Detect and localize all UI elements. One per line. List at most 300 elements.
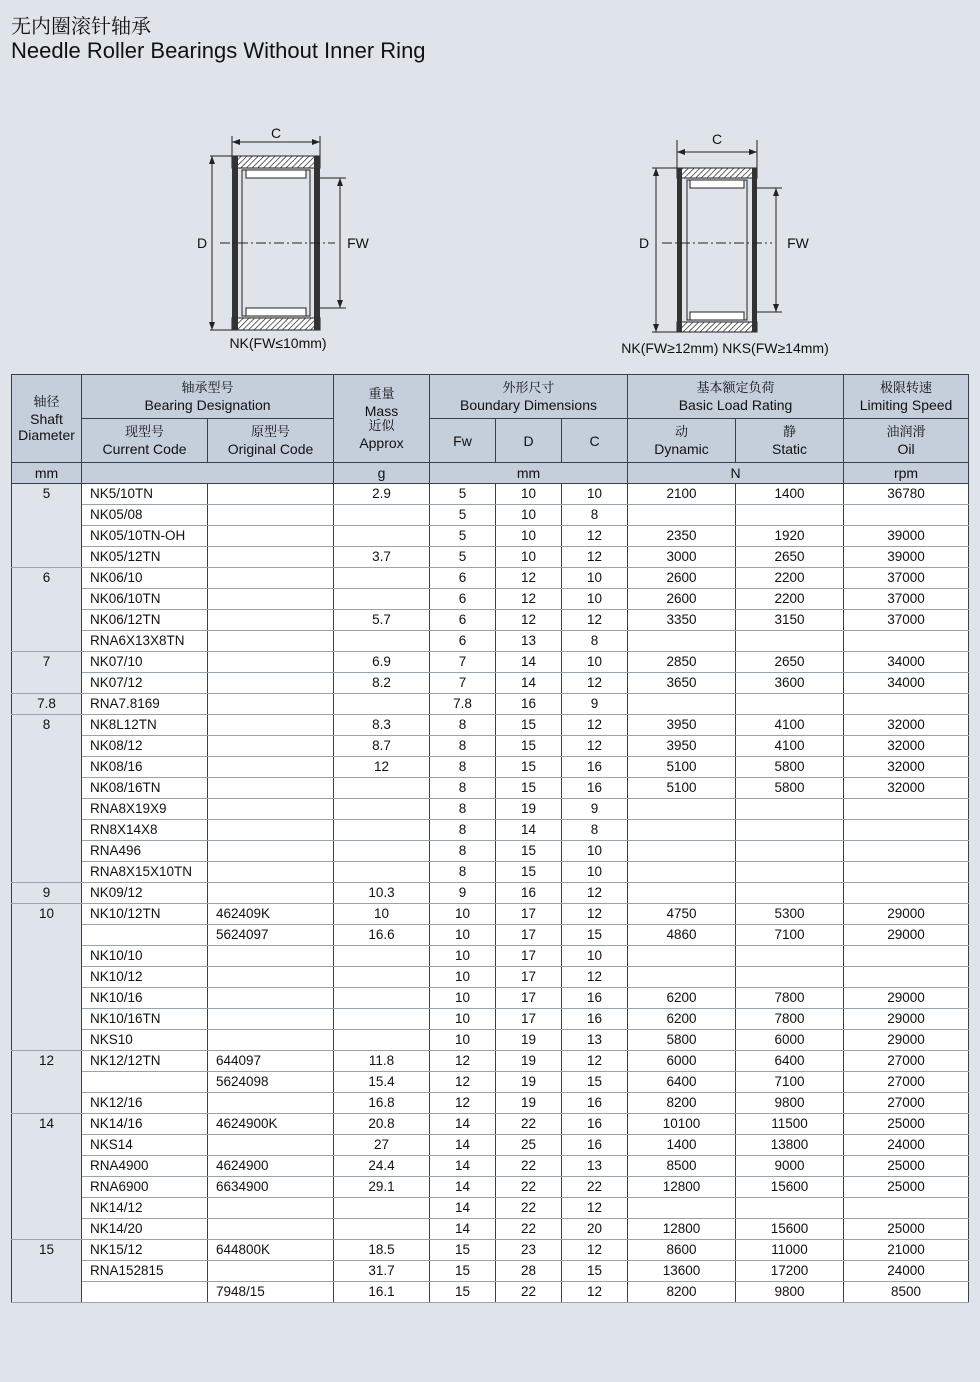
table-row bbox=[12, 1114, 969, 1135]
fw-cell: 10 bbox=[430, 988, 496, 1009]
current-code-cell: NK06/10TN bbox=[82, 589, 208, 610]
original-code-cell bbox=[208, 610, 334, 631]
unit-load: N bbox=[628, 463, 844, 484]
header-d: D bbox=[496, 419, 562, 463]
d-cell: 22 bbox=[496, 1198, 562, 1219]
table-row bbox=[12, 547, 969, 568]
page-title-en: Needle Roller Bearings Without Inner Ring bbox=[11, 38, 426, 63]
dynamic-load-cell bbox=[628, 967, 736, 988]
page-title-cn: 无内圈滚针轴承 bbox=[11, 14, 151, 38]
fw-cell: 15 bbox=[430, 1240, 496, 1261]
current-code-cell: NK06/12TN bbox=[82, 610, 208, 631]
speed-cell bbox=[844, 862, 969, 883]
header-load: 基本额定负荷 Basic Load Rating bbox=[628, 375, 844, 419]
dynamic-load-cell: 2850 bbox=[628, 652, 736, 673]
shaft-diameter-cell: 14 bbox=[12, 1114, 82, 1240]
current-code-cell: NK14/16 bbox=[82, 1114, 208, 1135]
c-cell: 10 bbox=[562, 841, 628, 862]
fw-cell: 14 bbox=[430, 1156, 496, 1177]
table-row bbox=[12, 862, 969, 883]
fw-label: FW bbox=[347, 235, 369, 251]
original-code-cell: 7948/15 bbox=[208, 1282, 334, 1303]
original-code-cell: 4624900K bbox=[208, 1114, 334, 1135]
fw-cell: 7 bbox=[430, 673, 496, 694]
d-cell: 16 bbox=[496, 694, 562, 715]
static-load-cell: 7800 bbox=[736, 1009, 844, 1030]
mass-cell: 6.9 bbox=[334, 652, 430, 673]
table-row bbox=[12, 568, 969, 589]
d-cell: 15 bbox=[496, 778, 562, 799]
speed-cell bbox=[844, 820, 969, 841]
fw-cell: 8 bbox=[430, 820, 496, 841]
original-code-cell bbox=[208, 1219, 334, 1240]
original-code-cell bbox=[208, 841, 334, 862]
header-boundary: 外形尺寸 Boundary Dimensions bbox=[430, 375, 628, 419]
d-cell: 15 bbox=[496, 862, 562, 883]
d-cell: 22 bbox=[496, 1114, 562, 1135]
original-code-cell bbox=[208, 820, 334, 841]
d-cell: 16 bbox=[496, 883, 562, 904]
fw-cell: 14 bbox=[430, 1198, 496, 1219]
speed-cell: 24000 bbox=[844, 1135, 969, 1156]
d-cell: 14 bbox=[496, 673, 562, 694]
speed-cell: 32000 bbox=[844, 778, 969, 799]
dynamic-load-cell bbox=[628, 631, 736, 652]
table-row bbox=[12, 1072, 969, 1093]
fw-cell: 12 bbox=[430, 1093, 496, 1114]
mass-cell: 12 bbox=[334, 757, 430, 778]
fw-cell: 7 bbox=[430, 652, 496, 673]
speed-cell bbox=[844, 799, 969, 820]
table-row bbox=[12, 778, 969, 799]
header-fw: Fw bbox=[430, 419, 496, 463]
table-row bbox=[12, 1093, 969, 1114]
original-code-cell bbox=[208, 967, 334, 988]
original-code-cell bbox=[208, 1135, 334, 1156]
dynamic-load-cell: 3950 bbox=[628, 715, 736, 736]
c-cell: 16 bbox=[562, 988, 628, 1009]
speed-cell: 32000 bbox=[844, 757, 969, 778]
table-row bbox=[12, 1219, 969, 1240]
c-label: C bbox=[270, 125, 282, 141]
d-cell: 22 bbox=[496, 1156, 562, 1177]
unit-dimensions: mm bbox=[430, 463, 628, 484]
table-row bbox=[12, 484, 969, 505]
table-row bbox=[12, 610, 969, 631]
speed-cell: 37000 bbox=[844, 568, 969, 589]
speed-cell bbox=[844, 883, 969, 904]
header-designation: 轴承型号 Bearing Designation bbox=[82, 375, 334, 419]
d-cell: 15 bbox=[496, 715, 562, 736]
dynamic-load-cell: 8200 bbox=[628, 1093, 736, 1114]
mass-cell: 10.3 bbox=[334, 883, 430, 904]
c-cell: 12 bbox=[562, 904, 628, 925]
dynamic-load-cell bbox=[628, 505, 736, 526]
c-cell: 12 bbox=[562, 610, 628, 631]
original-code-cell bbox=[208, 1093, 334, 1114]
current-code-cell: NK15/12 bbox=[82, 1240, 208, 1261]
original-code-cell bbox=[208, 694, 334, 715]
d-cell: 10 bbox=[496, 484, 562, 505]
dynamic-load-cell bbox=[628, 1198, 736, 1219]
table-row bbox=[12, 631, 969, 652]
shaft-diameter-cell: 5 bbox=[12, 484, 82, 568]
current-code-cell: NK5/10TN bbox=[82, 484, 208, 505]
c-cell: 10 bbox=[562, 946, 628, 967]
original-code-cell bbox=[208, 568, 334, 589]
speed-cell: 25000 bbox=[844, 1156, 969, 1177]
mass-cell: 2.9 bbox=[334, 484, 430, 505]
mass-cell bbox=[334, 778, 430, 799]
dynamic-load-cell bbox=[628, 862, 736, 883]
original-code-cell bbox=[208, 547, 334, 568]
drawing-caption: NK(FW≤10mm) bbox=[229, 335, 327, 351]
mass-cell bbox=[334, 526, 430, 547]
static-load-cell: 3600 bbox=[736, 673, 844, 694]
static-load-cell bbox=[736, 946, 844, 967]
d-cell: 10 bbox=[496, 526, 562, 547]
fw-cell: 9 bbox=[430, 883, 496, 904]
static-load-cell: 15600 bbox=[736, 1219, 844, 1240]
dynamic-load-cell: 8500 bbox=[628, 1156, 736, 1177]
d-cell: 17 bbox=[496, 925, 562, 946]
fw-cell: 5 bbox=[430, 526, 496, 547]
header-mass: 重量 Mass 近似 Approx bbox=[334, 375, 430, 463]
table-body bbox=[12, 484, 969, 1303]
speed-cell: 27000 bbox=[844, 1051, 969, 1072]
c-cell: 8 bbox=[562, 505, 628, 526]
c-cell: 15 bbox=[562, 1261, 628, 1282]
dynamic-load-cell: 1400 bbox=[628, 1135, 736, 1156]
c-cell: 12 bbox=[562, 967, 628, 988]
c-cell: 8 bbox=[562, 820, 628, 841]
static-load-cell: 13800 bbox=[736, 1135, 844, 1156]
static-load-cell: 3150 bbox=[736, 610, 844, 631]
current-code-cell: NK12/16 bbox=[82, 1093, 208, 1114]
static-load-cell bbox=[736, 505, 844, 526]
dynamic-load-cell: 2100 bbox=[628, 484, 736, 505]
current-code-cell: NK14/20 bbox=[82, 1219, 208, 1240]
speed-cell: 29000 bbox=[844, 904, 969, 925]
shaft-diameter-cell: 6 bbox=[12, 568, 82, 652]
dynamic-load-cell: 3000 bbox=[628, 547, 736, 568]
speed-cell: 37000 bbox=[844, 589, 969, 610]
speed-cell: 24000 bbox=[844, 1261, 969, 1282]
c-cell: 12 bbox=[562, 673, 628, 694]
speed-cell: 39000 bbox=[844, 547, 969, 568]
d-cell: 19 bbox=[496, 1072, 562, 1093]
original-code-cell bbox=[208, 862, 334, 883]
mass-cell bbox=[334, 988, 430, 1009]
d-cell: 22 bbox=[496, 1219, 562, 1240]
table-row bbox=[12, 673, 969, 694]
c-cell: 22 bbox=[562, 1177, 628, 1198]
bearing-spec-table bbox=[11, 374, 969, 1303]
mass-cell: 15.4 bbox=[334, 1072, 430, 1093]
speed-cell: 37000 bbox=[844, 610, 969, 631]
original-code-cell bbox=[208, 715, 334, 736]
speed-cell: 36780 bbox=[844, 484, 969, 505]
mass-cell bbox=[334, 946, 430, 967]
dynamic-load-cell: 12800 bbox=[628, 1219, 736, 1240]
original-code-cell: 4624900 bbox=[208, 1156, 334, 1177]
fw-cell: 5 bbox=[430, 547, 496, 568]
fw-cell: 6 bbox=[430, 610, 496, 631]
fw-cell: 14 bbox=[430, 1177, 496, 1198]
c-cell: 12 bbox=[562, 715, 628, 736]
speed-cell bbox=[844, 1198, 969, 1219]
c-cell: 9 bbox=[562, 694, 628, 715]
d-label: D bbox=[196, 235, 208, 251]
mass-cell: 8.3 bbox=[334, 715, 430, 736]
table-row bbox=[12, 1198, 969, 1219]
speed-cell: 8500 bbox=[844, 1282, 969, 1303]
shaft-diameter-cell: 7 bbox=[12, 652, 82, 694]
static-load-cell: 5800 bbox=[736, 757, 844, 778]
speed-cell: 27000 bbox=[844, 1072, 969, 1093]
table-row bbox=[12, 1030, 969, 1051]
dynamic-load-cell: 6400 bbox=[628, 1072, 736, 1093]
mass-cell: 16.8 bbox=[334, 1093, 430, 1114]
static-load-cell: 6400 bbox=[736, 1051, 844, 1072]
unit-designation bbox=[82, 463, 334, 484]
current-code-cell: NK10/10 bbox=[82, 946, 208, 967]
static-load-cell: 15600 bbox=[736, 1177, 844, 1198]
table-row bbox=[12, 757, 969, 778]
table-row bbox=[12, 589, 969, 610]
static-load-cell bbox=[736, 967, 844, 988]
header-current: 现型号 Current Code bbox=[82, 419, 208, 463]
table-row bbox=[12, 904, 969, 925]
mass-cell: 24.4 bbox=[334, 1156, 430, 1177]
table-row bbox=[12, 841, 969, 862]
d-cell: 14 bbox=[496, 820, 562, 841]
current-code-cell: NK08/16 bbox=[82, 757, 208, 778]
current-code-cell: RNA4900 bbox=[82, 1156, 208, 1177]
current-code-cell: NK05/08 bbox=[82, 505, 208, 526]
static-load-cell: 9800 bbox=[736, 1093, 844, 1114]
current-code-cell bbox=[82, 1282, 208, 1303]
fw-cell: 10 bbox=[430, 1030, 496, 1051]
static-load-cell: 2650 bbox=[736, 652, 844, 673]
c-cell: 15 bbox=[562, 925, 628, 946]
header-dynamic: 动 Dynamic bbox=[628, 419, 736, 463]
mass-cell: 3.7 bbox=[334, 547, 430, 568]
static-load-cell: 4100 bbox=[736, 736, 844, 757]
current-code-cell: NK12/12TN bbox=[82, 1051, 208, 1072]
speed-cell: 29000 bbox=[844, 1030, 969, 1051]
static-load-cell bbox=[736, 631, 844, 652]
static-load-cell: 2200 bbox=[736, 589, 844, 610]
original-code-cell bbox=[208, 736, 334, 757]
c-cell: 10 bbox=[562, 862, 628, 883]
c-cell: 13 bbox=[562, 1030, 628, 1051]
speed-cell: 25000 bbox=[844, 1114, 969, 1135]
current-code-cell: NK07/12 bbox=[82, 673, 208, 694]
static-load-cell bbox=[736, 1198, 844, 1219]
d-cell: 23 bbox=[496, 1240, 562, 1261]
current-code-cell: NK09/12 bbox=[82, 883, 208, 904]
d-cell: 19 bbox=[496, 1051, 562, 1072]
static-load-cell: 5300 bbox=[736, 904, 844, 925]
original-code-cell bbox=[208, 988, 334, 1009]
c-cell: 10 bbox=[562, 568, 628, 589]
fw-cell: 8 bbox=[430, 736, 496, 757]
c-cell: 16 bbox=[562, 1114, 628, 1135]
mass-cell bbox=[334, 967, 430, 988]
d-cell: 15 bbox=[496, 757, 562, 778]
shaft-diameter-cell: 12 bbox=[12, 1051, 82, 1114]
current-code-cell: NK05/12TN bbox=[82, 547, 208, 568]
d-cell: 22 bbox=[496, 1177, 562, 1198]
speed-cell bbox=[844, 505, 969, 526]
current-code-cell: NKS10 bbox=[82, 1030, 208, 1051]
c-cell: 12 bbox=[562, 526, 628, 547]
dynamic-load-cell: 2350 bbox=[628, 526, 736, 547]
static-load-cell: 17200 bbox=[736, 1261, 844, 1282]
static-load-cell: 6000 bbox=[736, 1030, 844, 1051]
original-code-cell bbox=[208, 505, 334, 526]
table-row bbox=[12, 1282, 969, 1303]
current-code-cell: NK06/10 bbox=[82, 568, 208, 589]
mass-cell bbox=[334, 841, 430, 862]
d-label: D bbox=[638, 235, 650, 251]
fw-cell: 5 bbox=[430, 505, 496, 526]
dynamic-load-cell bbox=[628, 694, 736, 715]
static-load-cell: 11000 bbox=[736, 1240, 844, 1261]
speed-cell: 32000 bbox=[844, 715, 969, 736]
current-code-cell: NK08/12 bbox=[82, 736, 208, 757]
speed-cell: 32000 bbox=[844, 736, 969, 757]
dynamic-load-cell: 3950 bbox=[628, 736, 736, 757]
mass-cell: 16.1 bbox=[334, 1282, 430, 1303]
static-load-cell: 1400 bbox=[736, 484, 844, 505]
original-code-cell bbox=[208, 799, 334, 820]
current-code-cell: NK10/12TN bbox=[82, 904, 208, 925]
shaft-diameter-cell: 7.8 bbox=[12, 694, 82, 715]
dynamic-load-cell: 2600 bbox=[628, 589, 736, 610]
c-cell: 16 bbox=[562, 1009, 628, 1030]
fw-label: FW bbox=[787, 235, 809, 251]
speed-cell bbox=[844, 841, 969, 862]
speed-cell: 27000 bbox=[844, 1093, 969, 1114]
mass-cell bbox=[334, 1198, 430, 1219]
d-cell: 10 bbox=[496, 505, 562, 526]
original-code-cell: 644800K bbox=[208, 1240, 334, 1261]
original-code-cell: 644097 bbox=[208, 1051, 334, 1072]
dynamic-load-cell: 6200 bbox=[628, 988, 736, 1009]
original-code-cell: 462409K bbox=[208, 904, 334, 925]
d-cell: 19 bbox=[496, 1030, 562, 1051]
d-cell: 12 bbox=[496, 589, 562, 610]
mass-cell bbox=[334, 589, 430, 610]
fw-cell: 8 bbox=[430, 862, 496, 883]
header-static: 静 Static bbox=[736, 419, 844, 463]
dynamic-load-cell: 12800 bbox=[628, 1177, 736, 1198]
original-code-cell bbox=[208, 1261, 334, 1282]
static-load-cell bbox=[736, 862, 844, 883]
c-cell: 12 bbox=[562, 736, 628, 757]
d-cell: 14 bbox=[496, 652, 562, 673]
table-row bbox=[12, 715, 969, 736]
c-cell: 12 bbox=[562, 1240, 628, 1261]
original-code-cell: 5624098 bbox=[208, 1072, 334, 1093]
unit-shaft: mm bbox=[12, 463, 82, 484]
static-load-cell: 11500 bbox=[736, 1114, 844, 1135]
d-cell: 15 bbox=[496, 736, 562, 757]
table-row bbox=[12, 925, 969, 946]
dynamic-load-cell: 4860 bbox=[628, 925, 736, 946]
mass-cell: 16.6 bbox=[334, 925, 430, 946]
mass-cell bbox=[334, 820, 430, 841]
d-cell: 13 bbox=[496, 631, 562, 652]
c-cell: 12 bbox=[562, 883, 628, 904]
c-cell: 16 bbox=[562, 757, 628, 778]
fw-cell: 8 bbox=[430, 799, 496, 820]
mass-cell: 31.7 bbox=[334, 1261, 430, 1282]
mass-cell: 8.7 bbox=[334, 736, 430, 757]
fw-cell: 14 bbox=[430, 1135, 496, 1156]
fw-cell: 10 bbox=[430, 1009, 496, 1030]
static-load-cell bbox=[736, 820, 844, 841]
original-code-cell bbox=[208, 946, 334, 967]
c-cell: 9 bbox=[562, 799, 628, 820]
fw-cell: 6 bbox=[430, 631, 496, 652]
speed-cell bbox=[844, 967, 969, 988]
original-code-cell: 5624097 bbox=[208, 925, 334, 946]
fw-cell: 8 bbox=[430, 778, 496, 799]
fw-cell: 8 bbox=[430, 841, 496, 862]
original-code-cell bbox=[208, 1198, 334, 1219]
speed-cell: 29000 bbox=[844, 988, 969, 1009]
table-row bbox=[12, 883, 969, 904]
fw-cell: 10 bbox=[430, 967, 496, 988]
static-load-cell: 5800 bbox=[736, 778, 844, 799]
current-code-cell: NK05/10TN-OH bbox=[82, 526, 208, 547]
mass-cell bbox=[334, 862, 430, 883]
speed-cell: 25000 bbox=[844, 1219, 969, 1240]
table-row bbox=[12, 799, 969, 820]
header-shaft: 轴径 Shaft Diameter bbox=[12, 375, 82, 463]
table-row bbox=[12, 505, 969, 526]
dynamic-load-cell bbox=[628, 841, 736, 862]
table-row bbox=[12, 694, 969, 715]
dynamic-load-cell: 5100 bbox=[628, 757, 736, 778]
static-load-cell: 2200 bbox=[736, 568, 844, 589]
d-cell: 17 bbox=[496, 946, 562, 967]
current-code-cell: RN8X14X8 bbox=[82, 820, 208, 841]
mass-cell bbox=[334, 799, 430, 820]
current-code-cell: RNA6900 bbox=[82, 1177, 208, 1198]
d-cell: 12 bbox=[496, 610, 562, 631]
current-code-cell: NK10/12 bbox=[82, 967, 208, 988]
c-cell: 15 bbox=[562, 1072, 628, 1093]
current-code-cell bbox=[82, 1072, 208, 1093]
current-code-cell: RNA8X15X10TN bbox=[82, 862, 208, 883]
mass-cell bbox=[334, 505, 430, 526]
current-code-cell: NK8L12TN bbox=[82, 715, 208, 736]
c-cell: 10 bbox=[562, 589, 628, 610]
d-cell: 19 bbox=[496, 1093, 562, 1114]
d-cell: 17 bbox=[496, 988, 562, 1009]
shaft-diameter-cell: 10 bbox=[12, 904, 82, 1051]
c-cell: 20 bbox=[562, 1219, 628, 1240]
fw-cell: 6 bbox=[430, 589, 496, 610]
dynamic-load-cell: 10100 bbox=[628, 1114, 736, 1135]
current-code-cell: RNA8X19X9 bbox=[82, 799, 208, 820]
header-c: C bbox=[562, 419, 628, 463]
speed-cell: 39000 bbox=[844, 526, 969, 547]
